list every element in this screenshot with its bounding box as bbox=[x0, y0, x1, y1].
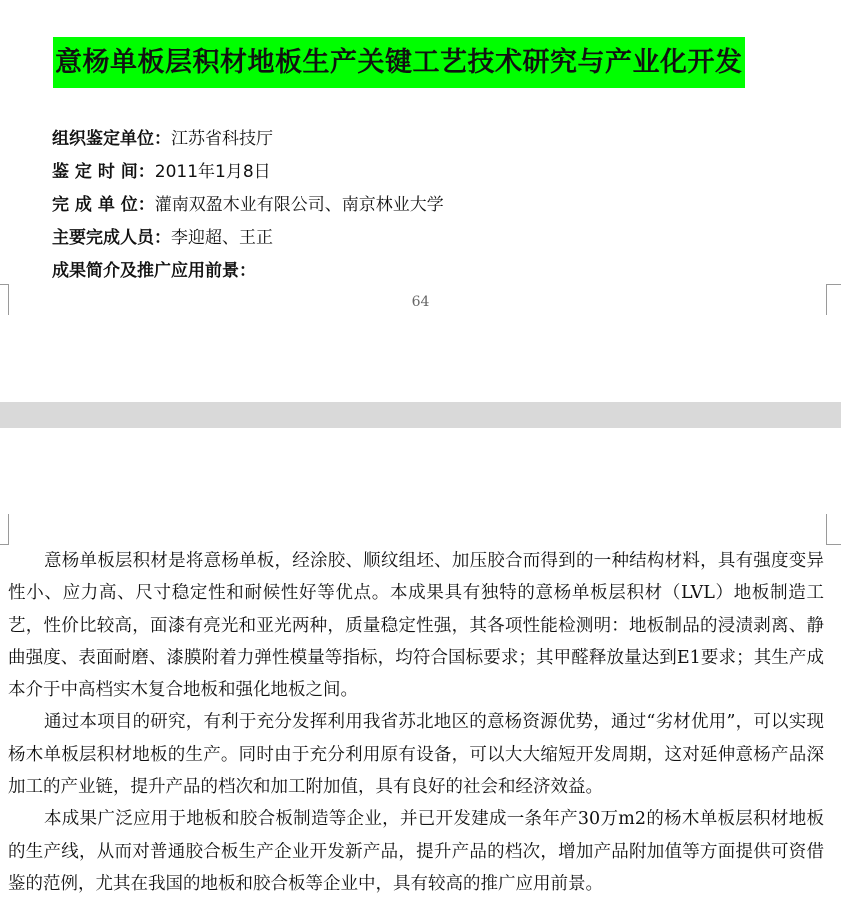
meta-organizer bbox=[52, 124, 273, 149]
meta-units-value: 灌南双盈木业有限公司、南京林业大学 bbox=[154, 195, 444, 215]
document-page-2 bbox=[0, 428, 841, 923]
page-number: 64 bbox=[411, 294, 430, 310]
page-separator bbox=[0, 402, 841, 428]
meta-personnel bbox=[52, 223, 273, 248]
meta-organizer-label: 组织鉴定单位： bbox=[52, 129, 171, 149]
document-body bbox=[8, 545, 824, 900]
meta-summary-heading bbox=[52, 256, 256, 281]
meta-date-value: 2011年1月8日 bbox=[154, 162, 271, 182]
paragraph: 意杨单板层积材是将意杨单板，经涂胶、顺纹组坯、加压胶合而得到的一种结构材料，具有强度变异性小、应力高、尺寸稳定性和耐候性好等优点。本成果具有独特的意杨单板层积材（LVL）地板制造工艺，性价比较高，面漆有亮光和亚光两种，质量稳定性强，其各项性能检测明：地板制品的浸渍剥离、静曲强度、表面耐磨、漆膜附着力弹性模量等指标，均符合国标要求；其甲醛释放量达到E1要求；其生产成本介于中高档实木复合地板和强化地板之间。 bbox=[8, 551, 824, 701]
meta-units-label: 完 成 单 位： bbox=[52, 195, 155, 215]
paragraph: 本成果广泛应用于地板和胶合板制造等企业，并已开发建成一条年产30万m2的杨木单板层积材地板的生产线，从而对普通胶合板生产企业开发新产品，提升产品的档次，增加产品附加值等方面提供可资借鉴的范例，尤其在我国的地板和胶合板等企业中，具有较高的推广应用前景。 bbox=[8, 809, 824, 894]
meta-date bbox=[52, 157, 271, 182]
document-title: 意杨单板层积材地板生产关键工艺技术研究与产业化开发 bbox=[53, 37, 745, 88]
meta-personnel-value: 李迎超、王正 bbox=[171, 228, 273, 248]
margin-corner-mark bbox=[826, 514, 841, 545]
paragraph: 通过本项目的研究，有利于充分发挥利用我省苏北地区的意杨资源优势，通过“劣材优用”，可以实现杨木单板层积材地板的生产。同时由于充分利用原有设备，可以大大缩短开发周期，这对延伸意杨产品深加工的产业链，提升产品的档次和加工附加值，具有良好的社会和经济效益。 bbox=[8, 712, 824, 798]
meta-units bbox=[52, 190, 444, 215]
document-page-1 bbox=[0, 0, 841, 402]
meta-organizer-value: 江苏省科技厅 bbox=[171, 129, 273, 149]
meta-date-label: 鉴 定 时 间： bbox=[52, 162, 155, 182]
margin-corner-mark bbox=[0, 514, 9, 545]
meta-personnel-label: 主要完成人员： bbox=[52, 228, 171, 248]
meta-summary-label: 成果简介及推广应用前景： bbox=[52, 261, 256, 281]
